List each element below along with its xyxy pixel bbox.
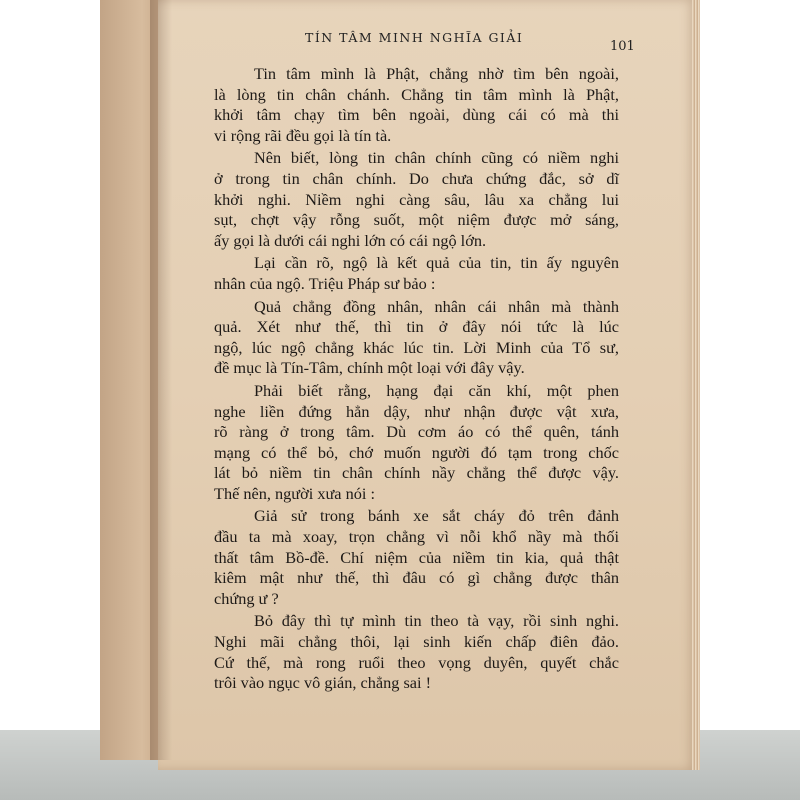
text-line: quả. Xét như thế, thì tin ở đây nói tức là lúc xyxy=(214,317,619,337)
text-line: ở trong tin chân chính. Do chưa chứng đắc, sở dĩ xyxy=(214,168,619,188)
text-line: Thế nên, người xưa nói : xyxy=(214,483,375,503)
text-line: Cứ thế, mà rong ruổi theo vọng duyên, quyết chắc xyxy=(214,652,619,672)
text-line: vi rộng rãi đều gọi là tín tà. xyxy=(214,125,392,145)
text-line: nhân của ngộ. Triệu Pháp sư bảo : xyxy=(214,273,436,293)
page-edges xyxy=(692,0,700,770)
text-line: Phải biết rằng, hạng đại căn khí, một phen xyxy=(254,380,619,400)
text-line: Nên biết, lòng tin chân chính cũng có niềm nghi xyxy=(254,148,619,168)
text-line: Lại cần rõ, ngộ là kết quả của tin, tin ấy nguyên xyxy=(254,253,619,273)
text-line: nghe liền đứng hẳn dậy, như nhận được vật xưa, xyxy=(214,401,619,421)
text-line: trôi vào ngục vô gián, chẳng sai ! xyxy=(214,673,432,693)
text-line: khởi tâm chạy tìm bên ngoài, dùng cái có mà thi xyxy=(214,105,619,125)
text-line: Bỏ đây thì tự mình tin theo tà vạy, rồi sinh nghi. xyxy=(254,611,619,631)
text-line: kiêm mật như thế, thì đâu có gì chẳng được thân xyxy=(214,568,619,588)
paragraph xyxy=(214,253,619,294)
text-line: lát bỏ niềm tin chân chính nầy chẳng thể được vậy. xyxy=(214,463,619,483)
text-line: Giả sử trong bánh xe sắt cháy đỏ trên đảnh xyxy=(254,506,619,526)
text-line: Nghi mãi chẳng thôi, lại sinh kiến chấp điên đảo. xyxy=(214,632,619,652)
paragraph xyxy=(214,381,619,505)
page-number: 101 xyxy=(610,39,635,54)
text-line: khởi nghi. Niềm nghi càng sâu, lâu xa chẳng lui xyxy=(214,189,619,209)
text-line: Quả chẳng đồng nhân, nhân cái nhân mà thành xyxy=(254,296,619,316)
text-line: sụt, chợt vậy rỗng suốt, một niệm được mở sáng, xyxy=(214,210,619,230)
text-line: mạng có thể bỏ, chớ muốn người đó tạm trong chốc xyxy=(214,442,619,462)
paragraph xyxy=(214,611,619,693)
text-line: rõ ràng ở trong tâm. Dù cơm áo có thể quên, tánh xyxy=(214,422,619,442)
running-head: TÍN TÂM MINH NGHĨA GIẢI xyxy=(305,30,524,45)
text-line: Tin tâm mình là Phật, chẳng nhờ tìm bên ngoài, xyxy=(254,64,619,83)
text-line: đề mục là Tín-Tâm, chính một loại với đây vậy. xyxy=(214,358,525,378)
text-line: chứng ư ? xyxy=(214,588,279,608)
paragraph xyxy=(214,148,619,251)
paragraph xyxy=(214,297,619,379)
text-line: ấy gọi là dưới cái nghi lớn có cái ngộ lớn. xyxy=(214,230,487,250)
paragraph xyxy=(214,64,619,146)
text-line: đầu ta mà xoay, trọn chẳng vì nỗi khổ nầy mà thối xyxy=(214,527,619,547)
text-line: ngộ, lúc ngộ chẳng khác lúc tin. Lời Minh của Tổ sư, xyxy=(214,337,619,357)
text-line: là lòng tin chân chánh. Chẳng tin tâm mình là Phật, xyxy=(214,84,619,104)
paragraph xyxy=(214,506,619,609)
text-line: thất tâm Bồ-đề. Chí niệm của niềm tin kia, quả thật xyxy=(214,547,619,567)
spine-shadow xyxy=(150,0,172,760)
body-text xyxy=(214,64,619,694)
